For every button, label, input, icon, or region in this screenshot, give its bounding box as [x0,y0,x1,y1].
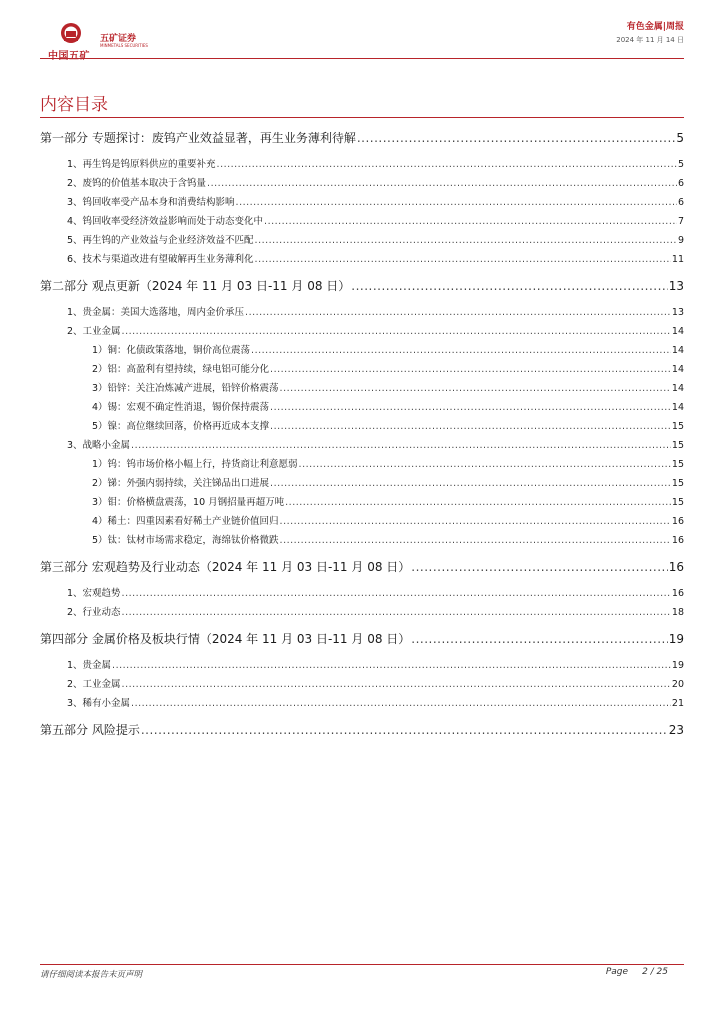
toc-leader-dots [270,417,671,436]
toc-entry-page: 16 [671,535,684,546]
toc-entry-label: 第五部分 风险提示 [40,723,140,737]
toc-entry-page: 14 [671,345,684,356]
report-category: 有色金属|周报 [626,22,684,32]
toc-entry-label: 2）锑：外强内弱持续，关注锑品出口进展 [92,478,270,489]
toc-entry-label: 6、技术与渠道改进有望破解再生业务薄利化 [67,254,254,265]
toc-leader-dots [270,360,671,379]
toc-subitem[interactable] [40,341,684,360]
toc-entry-page: 14 [671,402,684,413]
toc-leader-dots [141,719,668,742]
toc-item[interactable] [40,193,684,212]
toc-entry-label: 5）钛：钛材市场需求稳定，海绵钛价格微跌 [92,535,279,546]
toc-item[interactable] [40,231,684,250]
toc-leader-dots [112,656,671,675]
toc-entry-label: 3、战略小金属 [67,440,131,451]
toc-entry-label: 3、稀有小金属 [67,698,131,709]
toc-section[interactable] [40,719,684,742]
toc-entry-page: 5 [676,131,684,145]
toc-entry-page: 13 [668,279,684,293]
company-logo [44,20,154,62]
toc-item[interactable] [40,322,684,341]
toc-item[interactable] [40,303,684,322]
toc-entry-label: 4）锡：宏观不确定性消退，锡价保持震荡 [92,402,270,413]
toc-leader-dots [245,303,671,322]
toc-leader-dots [217,155,677,174]
toc-entry-label: 1、贵金属：美国大选落地，周内金价承压 [67,307,245,318]
toc-section[interactable] [40,556,684,579]
toc-entry-label: 2、工业金属 [67,326,121,337]
toc-item[interactable] [40,250,684,269]
toc-entry-page: 19 [671,660,684,671]
toc-entry-page: 15 [671,421,684,432]
toc-item[interactable] [40,694,684,713]
header-divider [40,58,684,59]
toc-entry-label: 2、工业金属 [67,679,121,690]
toc-entry-page: 14 [671,326,684,337]
toc-entry-page: 16 [671,588,684,599]
toc-subitem[interactable] [40,493,684,512]
toc-entry-page: 11 [671,254,684,265]
toc-leader-dots [270,474,671,493]
toc-subitem[interactable] [40,474,684,493]
toc-entry-label: 1、宏观趋势 [67,588,121,599]
toc-entry-page: 13 [671,307,684,318]
toc-entry-page: 18 [671,607,684,618]
toc-section[interactable] [40,127,684,150]
toc-entry-label: 2、行业动态 [67,607,121,618]
toc-entry-label: 第四部分 金属价格及板块行情（2024 年 11 月 03 日-11 月 08 日） [40,632,411,646]
toc-leader-dots [411,556,667,579]
toc-item[interactable] [40,603,684,622]
toc-entry-label: 2、废钨的价值基本取决于含钨量 [67,178,207,189]
footer-disclaimer: 请仔细阅读本报告末页声明 [40,970,143,980]
toc-entry-label: 1）铜：化债政策落地，铜价高位震荡 [92,345,251,356]
toc-section[interactable] [40,275,684,298]
table-of-contents [40,127,684,742]
toc-entry-label: 3、钨回收率受产品本身和消费结构影响 [67,197,235,208]
logo-text-securities: 五矿证券 [100,34,137,44]
toc-subitem[interactable] [40,417,684,436]
footer-page [606,967,668,977]
toc-section[interactable] [40,628,684,651]
toc-subitem[interactable] [40,379,684,398]
toc-entry-page: 15 [671,459,684,470]
page-number: 2 / 25 [642,967,668,977]
logo-text-en: MINMETALS SECURITIES [100,43,148,48]
toc-item[interactable] [40,155,684,174]
toc-entry-label: 第二部分 观点更新（2024 年 11 月 03 日-11 月 08 日） [40,279,351,293]
toc-entry-page: 14 [671,383,684,394]
toc-leader-dots [122,584,671,603]
toc-item[interactable] [40,675,684,694]
toc-entry-page: 7 [677,216,684,227]
toc-entry-page: 15 [671,497,684,508]
toc-leader-dots [122,675,671,694]
toc-entry-page: 23 [668,723,684,737]
toc-leader-dots [357,127,676,150]
toc-subitem[interactable] [40,512,684,531]
toc-item[interactable] [40,656,684,675]
toc-entry-label: 1）钨：钨市场价格小幅上行，持货商让利意愿弱 [92,459,298,470]
toc-entry-page: 16 [668,560,684,574]
toc-item[interactable] [40,584,684,603]
toc-entry-page: 6 [677,197,684,208]
toc-leader-dots [299,455,671,474]
toc-subitem[interactable] [40,360,684,379]
toc-leader-dots [255,250,671,269]
toc-entry-label: 4）稀土：四重因素看好稀土产业链价值回归 [92,516,279,527]
toc-leader-dots [270,398,671,417]
toc-leader-dots [264,212,677,231]
toc-entry-page: 9 [677,235,684,246]
toc-entry-page: 15 [671,440,684,451]
toc-subitem[interactable] [40,455,684,474]
toc-leader-dots [131,436,671,455]
toc-entry-label: 5、再生钨的产业效益与企业经济效益不匹配 [67,235,254,246]
toc-leader-dots [131,694,671,713]
toc-entry-page: 15 [671,478,684,489]
toc-leader-dots [236,193,677,212]
toc-title: 内容目录 [40,95,108,115]
toc-leader-dots [280,379,671,398]
toc-leader-dots [122,603,671,622]
toc-entry-label: 1、再生钨是钨原料供应的重要补充 [67,159,216,170]
toc-entry-page: 20 [671,679,684,690]
toc-entry-page: 16 [671,516,684,527]
toc-leader-dots [207,174,677,193]
toc-item[interactable] [40,174,684,193]
toc-entry-label: 3）铅锌：关注冶炼减产进展，铅锌价格震荡 [92,383,279,394]
toc-leader-dots [280,531,671,550]
toc-leader-dots [411,628,667,651]
toc-entry-page: 19 [668,632,684,646]
page-label: Page [605,967,629,977]
toc-leader-dots [122,322,671,341]
toc-entry-label: 1、贵金属 [67,660,112,671]
toc-entry-label: 5）镍：高位继续回落，价格再近成本支撑 [92,421,270,432]
toc-entry-label: 4、钨回收率受经济效益影响而处于动态变化中 [67,216,264,227]
toc-leader-dots [251,341,671,360]
report-date: 2024 年 11 月 14 日 [616,36,684,44]
toc-divider [40,117,684,118]
toc-entry-page: 14 [671,364,684,375]
toc-leader-dots [285,493,671,512]
toc-leader-dots [280,512,671,531]
toc-leader-dots [255,231,677,250]
toc-item[interactable] [40,212,684,231]
toc-entry-label: 3）钼：价格横盘震荡，10 月钢招量再超万吨 [92,497,285,508]
toc-entry-label: 第一部分 专题探讨：废钨产业效益显著，再生业务薄利待解 [40,131,356,145]
footer-divider [40,964,684,965]
toc-entry-label: 第三部分 宏观趋势及行业动态（2024 年 11 月 03 日-11 月 08 日） [40,560,411,574]
toc-entry-page: 5 [677,159,684,170]
minmetals-emblem-icon [60,22,82,44]
toc-entry-label: 2）铝：高盈利有望持续，绿电铝可能分化 [92,364,270,375]
toc-item[interactable] [40,436,684,455]
logo-text-cn: 中国五矿 [48,51,90,62]
toc-entry-page: 6 [677,178,684,189]
toc-subitem[interactable] [40,398,684,417]
toc-leader-dots [351,275,667,298]
toc-entry-page: 21 [671,698,684,709]
toc-subitem[interactable] [40,531,684,550]
